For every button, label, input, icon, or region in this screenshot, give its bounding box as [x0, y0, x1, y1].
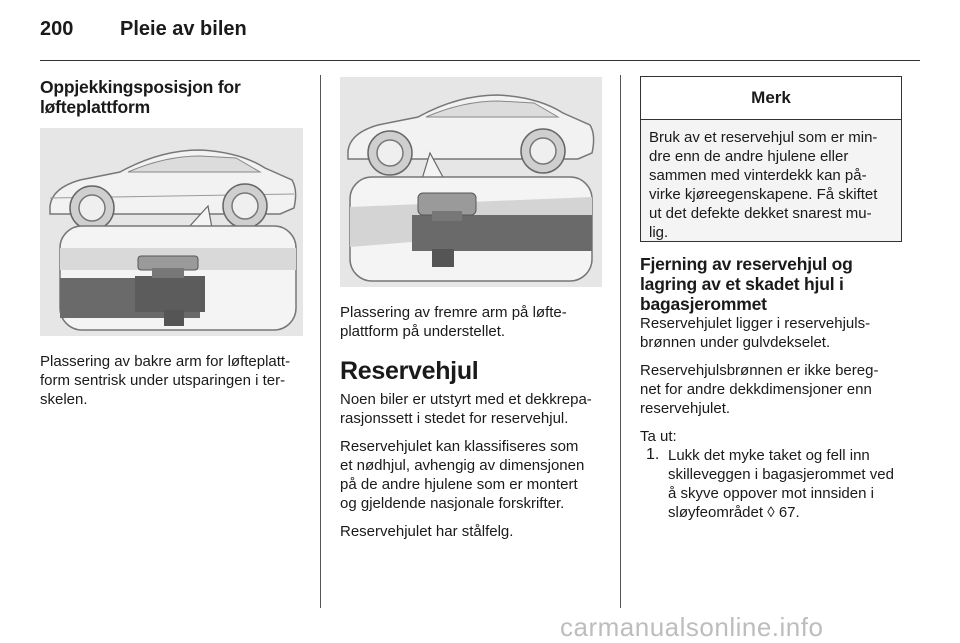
paragraph-line: Reservehjulet ligger i reservehjuls-: [640, 315, 871, 332]
paragraph-line: net for andre dekkdimensjoner enn: [640, 381, 872, 398]
caption-line: skelen.: [40, 391, 88, 408]
page-ref-icon: ◊: [767, 504, 775, 521]
page-number: 200: [40, 18, 74, 40]
front-lift-caption: [340, 303, 612, 341]
section-title: Reservehjul: [340, 357, 479, 385]
column-divider-1: [320, 75, 321, 608]
chapter-title: Pleie av bilen: [120, 18, 247, 40]
step-1: [646, 446, 915, 522]
caption-line: Plassering av fremre arm på løfte-: [340, 304, 567, 321]
step-line: å skyve oppover mot innsiden i: [668, 485, 874, 502]
column-divider-2: [620, 75, 621, 608]
heading-line: løfteplattform: [40, 97, 150, 117]
caption-line: Plassering av bakre arm for løfteplatt-: [40, 353, 291, 370]
paragraph-line: rasjonssett i stedet for reservehjul.: [340, 410, 569, 427]
note-body: [641, 120, 901, 250]
watermark: carmanualsonline.info: [560, 612, 824, 642]
heading-line: bagasjerommet: [640, 294, 767, 314]
paragraph-line: brønnen under gulvdekselet.: [640, 334, 831, 351]
paragraph-line: Noen biler er utstyrt med et dekkrepa-: [340, 391, 592, 408]
reservehjul-body: [340, 390, 615, 541]
heading-line: Fjerning av reservehjul og: [640, 254, 853, 274]
step-line: sløyfeområdet: [668, 504, 764, 521]
heading-line: Oppjekkingsposisjon for: [40, 77, 241, 97]
front-lift-point-illustration: [340, 77, 602, 287]
spare-wheel-body: [640, 314, 915, 522]
paragraph-line: Reservehjulet har stålfelg.: [340, 523, 514, 540]
note-line: ut det defekte dekket snarest mu-: [649, 205, 872, 222]
step-line: skilleveggen i bagasjerommet ved: [668, 466, 894, 483]
paragraph-line: Reservehjulet kan klassifiseres som: [340, 438, 579, 455]
note-box: [640, 76, 902, 242]
paragraph-line: Reservehjulsbrønnen er ikke bereg-: [640, 362, 879, 379]
caption-line: form sentrisk under utsparingen i ter-: [40, 372, 286, 389]
note-title: Merk: [641, 77, 901, 120]
note-line: sammen med vinterdekk kan på-: [649, 167, 867, 184]
rear-lift-point-illustration: [40, 128, 303, 336]
ta-ut-label: Ta ut:: [640, 428, 677, 445]
paragraph-line: et nødhjul, avhengig av dimensjonen: [340, 457, 585, 474]
step-line: Lukk det myke taket og fell inn: [668, 447, 870, 464]
section-heading-spare-wheel-removal: [640, 254, 910, 314]
heading-line: lagring av et skadet hjul i: [640, 274, 844, 294]
paragraph-line: reservehjulet.: [640, 400, 731, 417]
step-line-with-ref: [668, 503, 915, 522]
step-number: 1.: [646, 446, 660, 463]
paragraph-line: på de andre hjulene som er montert: [340, 476, 578, 493]
rear-lift-caption: [40, 352, 312, 409]
page-ref-link[interactable]: 67.: [778, 504, 800, 521]
note-line: Bruk av et reservehjul som er min-: [649, 129, 878, 146]
header-rule: [40, 60, 920, 61]
section-title-reservehjul: [340, 357, 612, 386]
paragraph-line: og gjeldende nasjonale forskrifter.: [340, 495, 565, 512]
note-line: virke kjøreegenskapene. Få skiftet: [649, 186, 878, 203]
note-line: lig.: [649, 224, 669, 241]
section-heading-jacking: [40, 77, 310, 117]
note-line: dre enn de andre hjulene eller: [649, 148, 849, 165]
caption-line: plattform på understellet.: [340, 323, 506, 340]
